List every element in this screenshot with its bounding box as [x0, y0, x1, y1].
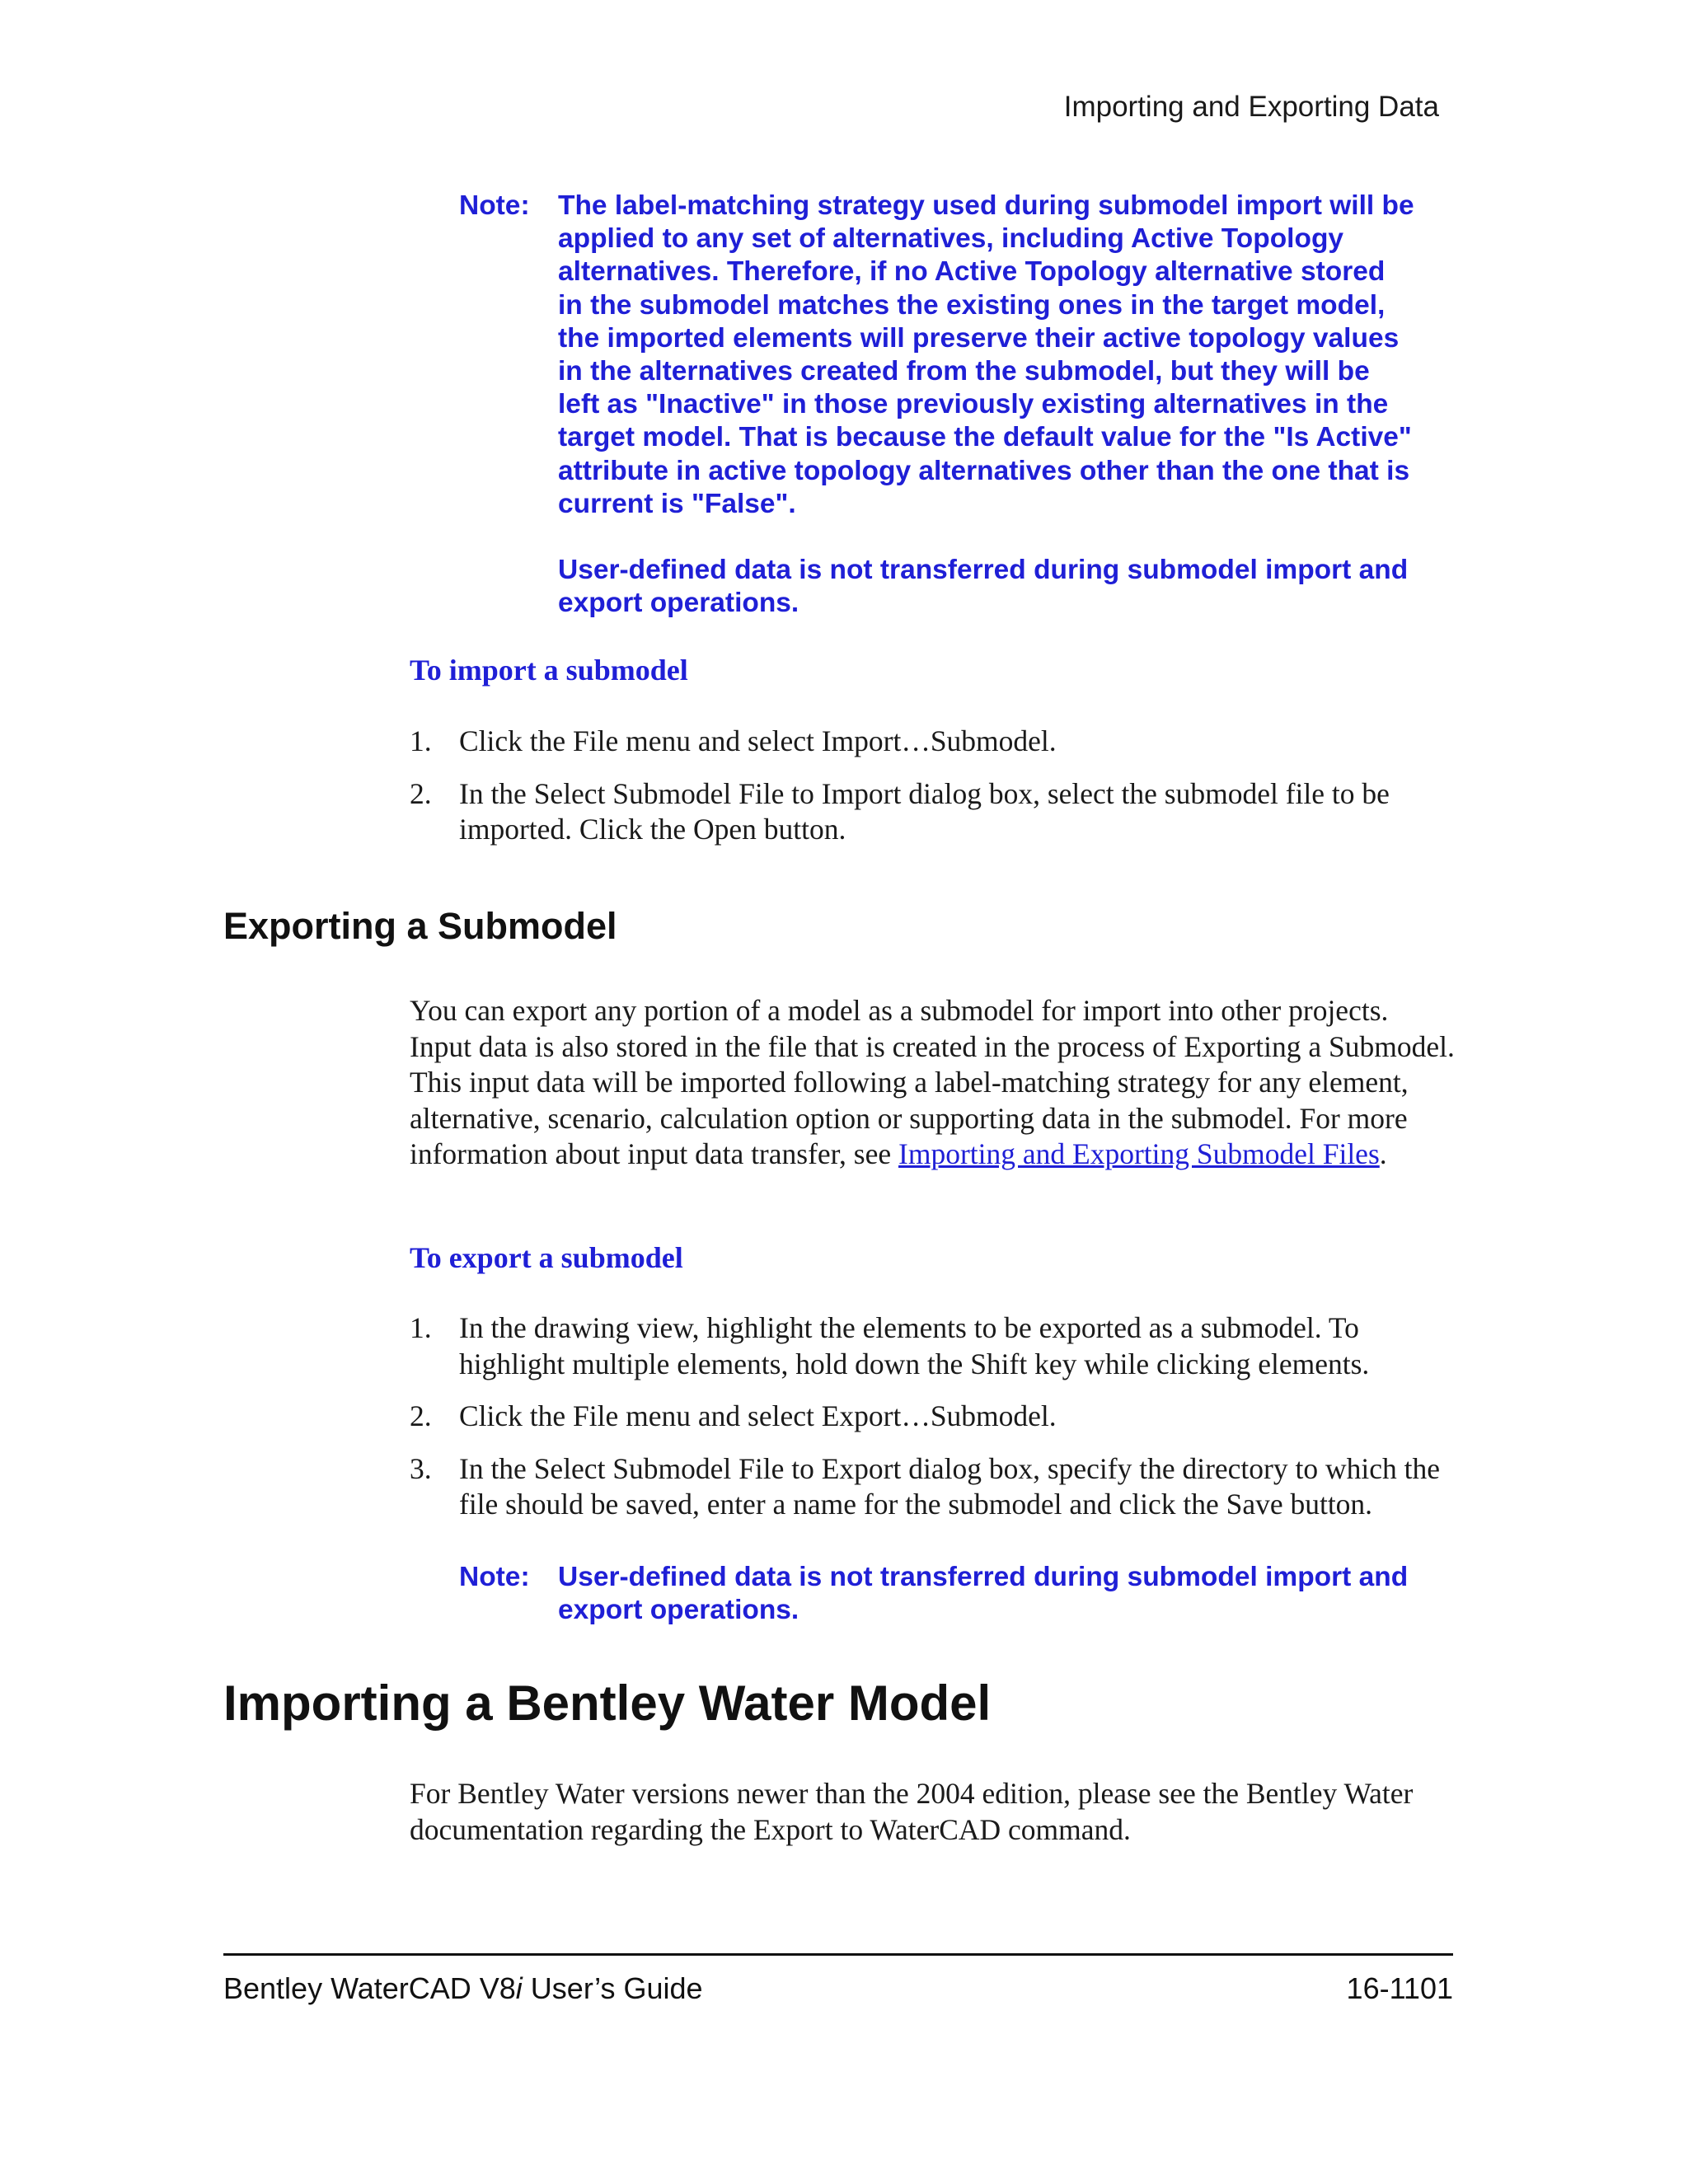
step-item	[410, 1399, 1456, 1435]
step-item	[410, 1310, 1456, 1382]
step-item	[410, 1451, 1456, 1523]
step-number: 2.	[410, 1399, 432, 1432]
export-intro-paragraph	[410, 993, 1456, 1173]
guide-title-italic: i	[515, 1971, 523, 2005]
export-intro-text: You can export any portion of a model as a submodel for import into other projects. Input data is also stored in the file that is created in the process of Exporting a Submodel. This input data will be imported following a label-matching strategy for any element, alternative, scenario, calculation option or supporting data in the submodel. For more information about input data transfer, see	[410, 994, 1455, 1170]
step-item	[410, 724, 1456, 760]
guide-title-suffix: User’s Guide	[522, 1971, 703, 2005]
note-user-defined-data	[459, 1561, 1415, 1627]
import-steps-list	[410, 724, 1456, 865]
step-text: In the Select Submodel File to Import dialog box, select the submodel file to be imported. Click the Open button.	[459, 776, 1390, 846]
running-header: Importing and Exporting Data	[1063, 91, 1439, 123]
note-paragraph: User-defined data is not transferred during submodel import and export operations.	[558, 555, 1409, 619]
page-number: 16-1101	[1346, 1971, 1453, 2005]
bentley-water-paragraph: For Bentley Water versions newer than the 2004 edition, please see the Bentley Water documentation regarding the Export to WaterCAD command.	[410, 1777, 1414, 1846]
note-label: Note:	[459, 190, 530, 221]
step-text: Click the File menu and select Import…Submodel.	[459, 724, 1057, 757]
step-text: In the drawing view, highlight the elements to be exported as a submodel. To highlight multiple elements, hold down the Shift key while clicking elements.	[459, 1311, 1370, 1380]
step-number: 2.	[410, 776, 432, 810]
footer-guide-title	[223, 1971, 703, 2006]
step-text: Click the File menu and select Export…Submodel.	[459, 1399, 1057, 1432]
note-paragraph: The label-matching strategy used during submodel import will be applied to any set of alternatives, including Active Topology alternatives. Therefore, if no Active Topology alternative stored in the submodel matches the existing ones in the target model, the imported elements will preserve their active topology values in the alternatives created from the submodel, but they will be left as "Inactive" in those previously existing alternatives in the target model. That is because the default value for the "Is Active" attribute in active topology alternatives other than the one that is current is "False".	[558, 190, 1414, 519]
note-paragraph: User-defined data is not transferred during submodel import and export operations.	[558, 1562, 1409, 1626]
guide-title-prefix: Bentley WaterCAD V8	[223, 1971, 516, 2005]
note-label: Note:	[459, 1562, 530, 1592]
step-number: 1.	[410, 724, 432, 757]
export-steps-list	[410, 1310, 1456, 1540]
export-procedure-heading: To export a submodel	[410, 1241, 683, 1274]
section-heading-bentley-water: Importing a Bentley Water Model	[223, 1675, 992, 1731]
note-body	[558, 1561, 1415, 1627]
import-procedure-heading: To import a submodel	[410, 654, 688, 687]
step-text: In the Select Submodel File to Export dialog box, specify the directory to which the file should be saved, enter a name for the submodel and click the Save button.	[459, 1451, 1440, 1521]
step-item	[410, 776, 1456, 848]
note-body	[558, 190, 1415, 620]
section-heading-exporting-submodel: Exporting a Submodel	[223, 905, 617, 947]
submodel-files-link[interactable]: Importing and Exporting Submodel Files	[898, 1137, 1380, 1170]
step-number: 3.	[410, 1451, 432, 1485]
footer-divider	[223, 1953, 1453, 1956]
export-intro-end: .	[1379, 1137, 1387, 1170]
note-active-topology	[459, 190, 1415, 620]
step-number: 1.	[410, 1311, 432, 1344]
